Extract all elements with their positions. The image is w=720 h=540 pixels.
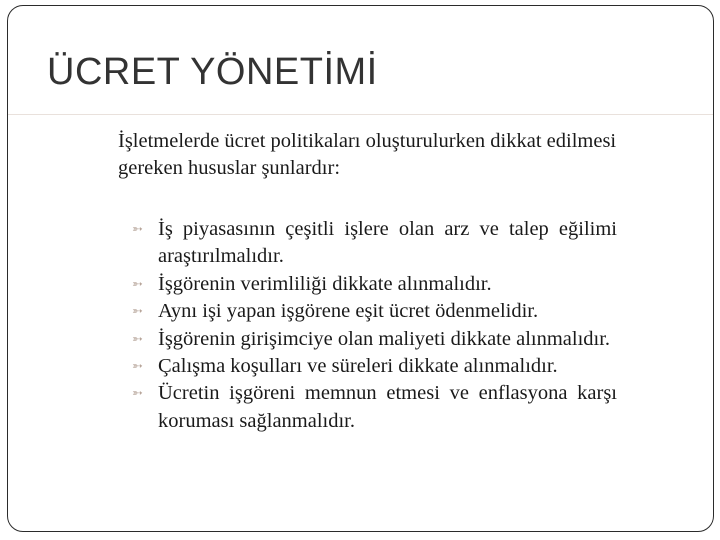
bullet-text: Çalışma koşulları ve süreleri dikkate alınmalıdır. <box>158 355 558 378</box>
ribbon-bullet-icon: ➳ <box>132 331 143 347</box>
bullet-item <box>132 271 617 298</box>
bullet-text: İşgörenin girişimciye olan maliyeti dikkate alınmalıdır. <box>158 327 611 350</box>
ribbon-bullet-icon: ➳ <box>132 222 143 237</box>
ribbon-bullet-icon: ➳ <box>132 386 143 402</box>
bullet-item <box>132 216 617 271</box>
bullet-list <box>132 216 617 435</box>
bullet-text: İşgörenin verimliliği dikkate alınmalıdır. <box>158 272 492 295</box>
bullet-text: Ücretin işgöreni memnun etmesi ve enflasyona karşı koruması sağlanmalıdır. <box>158 382 617 432</box>
ribbon-bullet-icon: ➳ <box>132 304 143 320</box>
slide-frame <box>7 5 714 532</box>
title-divider <box>8 114 713 115</box>
bullet-item <box>132 326 617 353</box>
bullet-item <box>132 353 617 380</box>
bullet-item <box>132 380 617 435</box>
bullet-item <box>132 298 617 325</box>
intro-text: İşletmelerde ücret politikaları oluşturulurken dikkat edilmesi gereken hususlar şunlardır: <box>118 130 617 179</box>
ribbon-bullet-icon: ➳ <box>132 276 143 292</box>
slide-title: ÜCRET YÖNETİMİ <box>47 51 378 93</box>
bullet-text: Aynı işi yapan işgörene eşit ücret ödenmelidir. <box>158 300 539 323</box>
ribbon-bullet-icon: ➳ <box>132 359 143 375</box>
bullet-text: İş piyasasının çeşitli işlere olan arz ve talep eğilimi araştırılmalıdır. <box>158 218 617 268</box>
